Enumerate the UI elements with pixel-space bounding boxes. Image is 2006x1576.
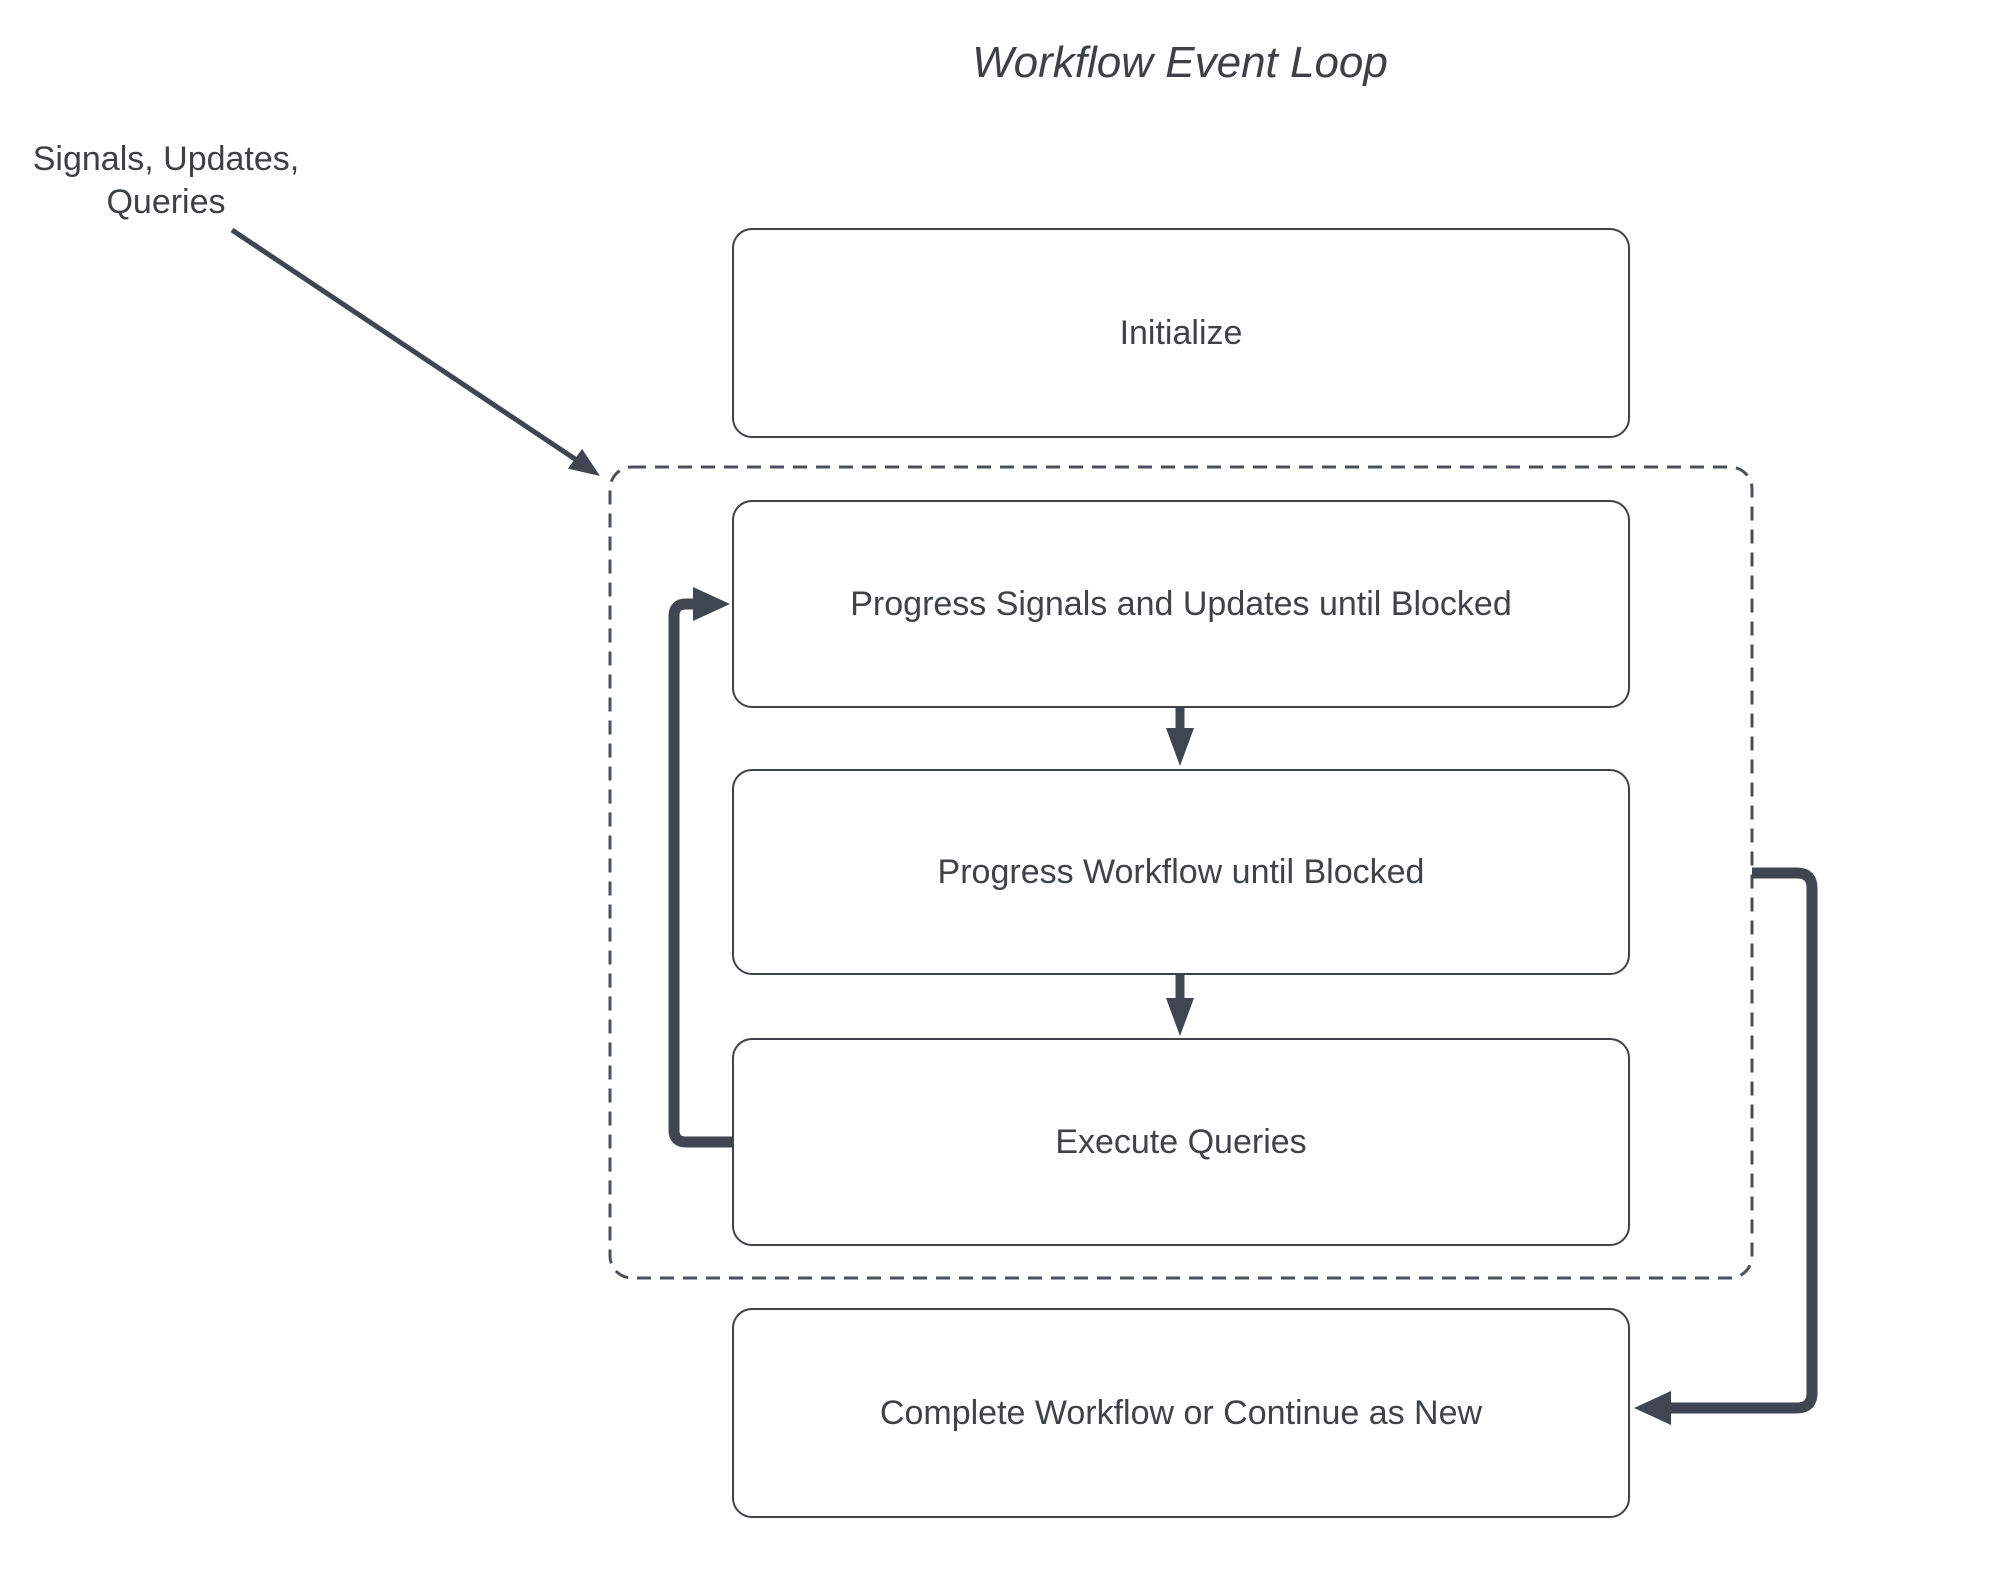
loop-to-complete-arrow [1634,873,1812,1425]
node-progress-workflow-label: Progress Workflow until Blocked [937,852,1425,891]
loop-to-complete-line [1668,873,1812,1408]
queries-to-signals-loop-line [674,604,732,1142]
node-initialize-label: Initialize [1119,313,1243,352]
signals-to-workflow-arrow [1166,708,1194,766]
workflow-to-queries-arrowhead-icon [1166,998,1194,1036]
node-progress-signals [732,500,1630,708]
page-title: Workflow Event Loop [972,38,1388,87]
workflow-to-queries-arrow [1166,975,1194,1036]
annotation-line-1: Signals, Updates, [32,140,300,178]
signals-to-loop-arrowhead-icon [568,449,600,476]
annotation-line-2: Queries [106,183,226,221]
loop-to-complete-arrowhead-icon [1634,1391,1671,1425]
node-progress-signals-label: Progress Signals and Updates until Blocked [850,584,1512,623]
signals-to-loop-arrow [232,230,600,476]
node-execute-queries-label: Execute Queries [1055,1122,1307,1161]
node-initialize [732,228,1630,438]
node-complete-workflow-label: Complete Workflow or Continue as New [879,1393,1483,1432]
node-progress-workflow [732,769,1630,975]
node-execute-queries [732,1038,1630,1246]
queries-to-signals-loop-arrow [674,587,732,1142]
signals-to-workflow-arrowhead-icon [1166,728,1194,766]
node-complete-workflow [732,1308,1630,1518]
signals-to-loop-arrow-line [232,230,578,461]
queries-to-signals-arrowhead-icon [693,587,730,621]
